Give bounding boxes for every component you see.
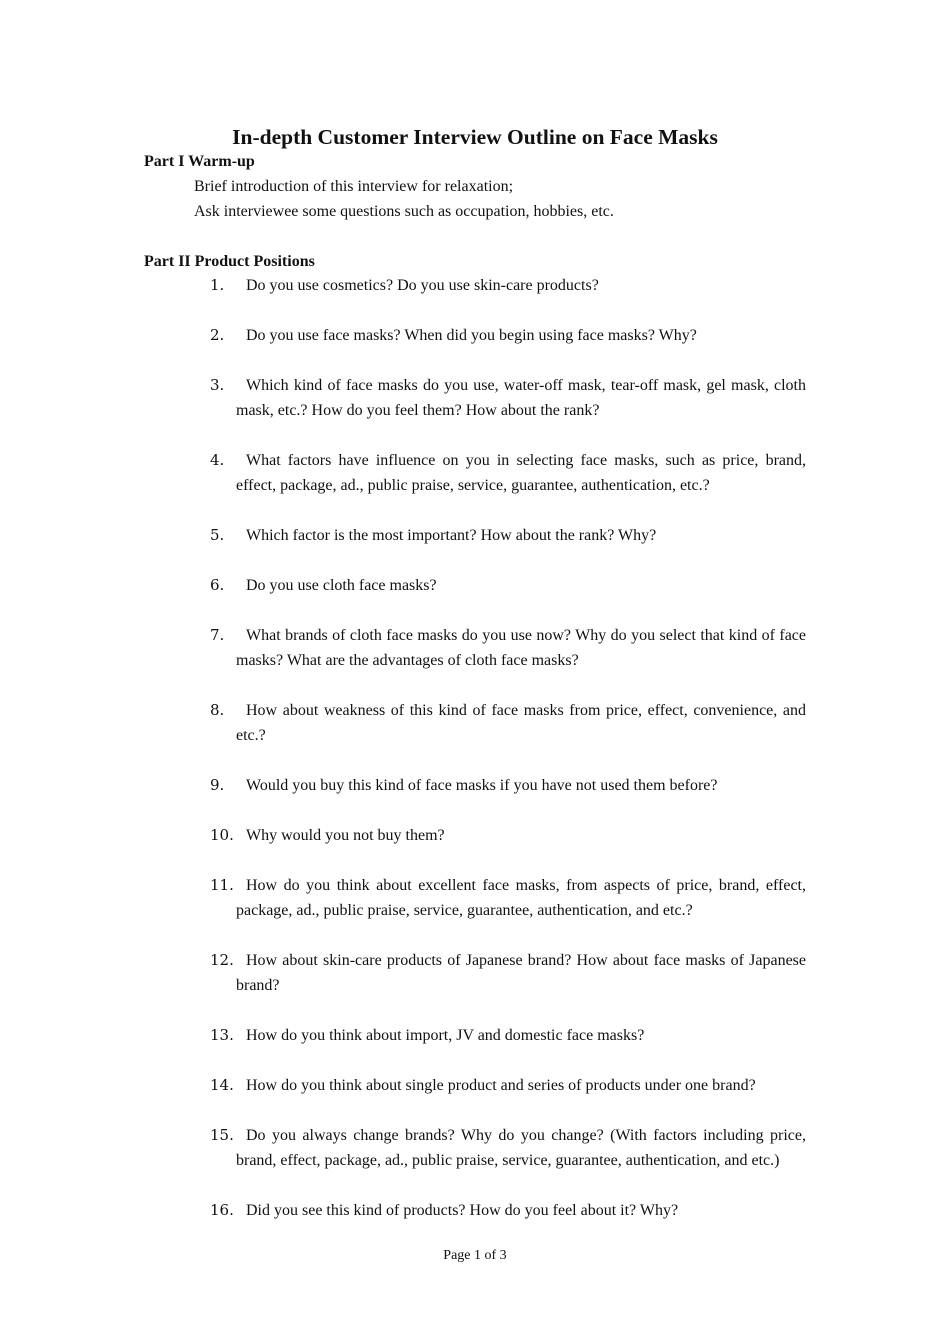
question-number: 12.	[210, 951, 234, 969]
question-text: Do you use cloth face masks?	[246, 577, 437, 594]
question-text: Do you use cosmetics? Do you use skin-care products?	[246, 277, 599, 294]
question-item	[210, 1123, 806, 1173]
question-item	[210, 323, 806, 348]
question-number: 3.	[210, 376, 225, 394]
question-item	[210, 948, 806, 998]
question-item	[210, 573, 806, 598]
question-text: How about skin-care products of Japanese brand? How about face masks of Japanese brand?	[236, 952, 806, 994]
question-number: 11.	[210, 876, 234, 894]
question-number: 13.	[210, 1026, 234, 1044]
page-footer: Page 1 of 3	[443, 1248, 507, 1263]
question-text: How about weakness of this kind of face masks from price, effect, convenience, and etc.?	[236, 702, 806, 744]
question-item	[210, 1198, 806, 1223]
part1-line-2: Ask interviewee some questions such as occupation, hobbies, etc.	[194, 203, 614, 220]
question-item	[210, 1023, 806, 1048]
question-number: 6.	[210, 576, 225, 594]
question-number: 14.	[210, 1076, 234, 1094]
document-title: In-depth Customer Interview Outline on Face Masks	[232, 125, 718, 149]
question-text: Would you buy this kind of face masks if you have not used them before?	[246, 777, 718, 794]
question-number: 4.	[210, 451, 225, 469]
question-text: Which kind of face masks do you use, water-off mask, tear-off mask, gel mask, cloth mask, etc.? How do you feel them? How about the rank?	[236, 377, 806, 419]
question-text: How do you think about import, JV and domestic face masks?	[246, 1027, 645, 1044]
question-item	[210, 698, 806, 748]
question-item	[210, 1073, 806, 1098]
question-item	[210, 623, 806, 673]
question-text: How do you think about single product and series of products under one brand?	[246, 1077, 756, 1094]
question-text: Do you always change brands? Why do you change? (With factors including price, brand, effect, package, ad., public praise, service, guarantee, authentication, and etc.)	[236, 1127, 806, 1169]
part1-line-1: Brief introduction of this interview for relaxation;	[194, 178, 514, 195]
question-item	[210, 448, 806, 498]
question-number: 9.	[210, 776, 225, 794]
question-text: What brands of cloth face masks do you use now? Why do you select that kind of face masks? What are the advantages of cloth face masks?	[236, 627, 806, 669]
question-item	[210, 273, 806, 298]
part2-heading: Part II Product Positions	[144, 253, 315, 270]
question-number: 15.	[210, 1126, 234, 1144]
question-text: Why would you not buy them?	[246, 827, 445, 844]
question-item	[210, 823, 806, 848]
question-number: 5.	[210, 526, 225, 544]
question-number: 8.	[210, 701, 225, 719]
question-number: 7.	[210, 626, 225, 644]
question-item	[210, 873, 806, 923]
question-number: 16.	[210, 1201, 234, 1219]
question-text: What factors have influence on you in selecting face masks, such as price, brand, effect, package, ad., public praise, service, guarantee, authentication, etc.?	[236, 452, 806, 494]
question-number: 2.	[210, 326, 225, 344]
question-item	[210, 373, 806, 423]
part1-heading: Part I Warm-up	[144, 153, 255, 170]
question-item	[210, 773, 806, 798]
question-item	[210, 523, 806, 548]
question-number: 10.	[210, 826, 234, 844]
question-number: 1.	[210, 276, 225, 294]
question-text: Did you see this kind of products? How do you feel about it? Why?	[246, 1202, 679, 1219]
question-text: Which factor is the most important? How about the rank? Why?	[246, 527, 657, 544]
question-text: How do you think about excellent face masks, from aspects of price, brand, effect, package, ad., public praise, service, guarantee, authentication, and etc.?	[236, 877, 806, 919]
question-text: Do you use face masks? When did you begin using face masks? Why?	[246, 327, 697, 344]
